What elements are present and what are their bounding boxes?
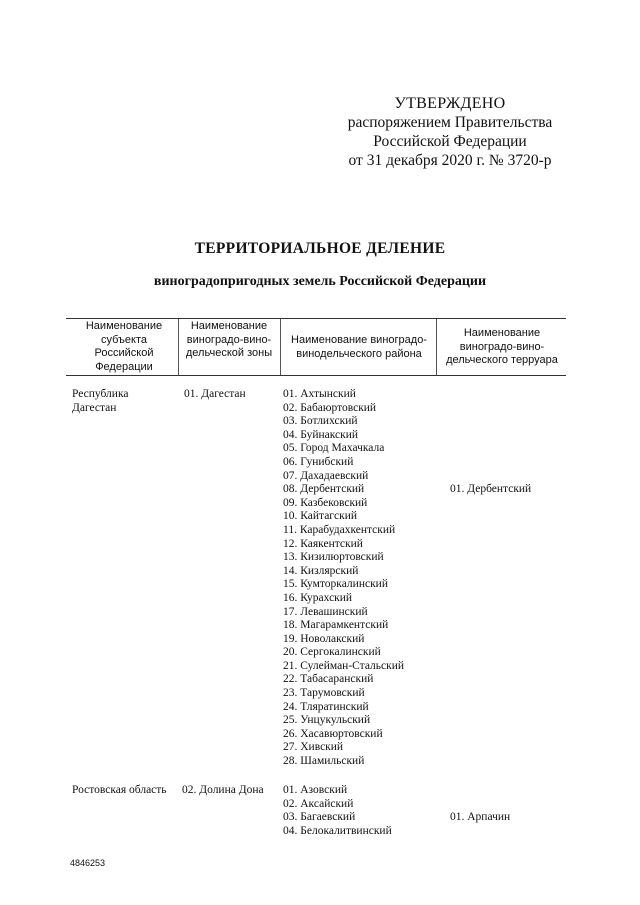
district-item: 08. Дербентский xyxy=(283,483,365,496)
district-item: 25. Унцукульский xyxy=(283,714,371,727)
header-subject: Наименование субъекта Российской Федерации xyxy=(85,320,163,373)
district-item: 10. Кайтагский xyxy=(283,510,358,523)
district-item: 13. Кизилюртовский xyxy=(283,551,384,564)
district-item: 15. Кумторкалинский xyxy=(283,578,388,591)
district-item: 28. Шамильский xyxy=(283,755,365,768)
district-item: 26. Хасавюртовский xyxy=(283,727,383,740)
district-item: 03. Багаевский xyxy=(283,811,356,824)
title-subtitle: виноградопригодных земель Российской Федерации xyxy=(153,274,487,289)
row-subject-dagestan: Республика Дагестан xyxy=(72,388,129,414)
district-item: 09. Казбековский xyxy=(283,496,368,509)
district-item: 14. Кизлярский xyxy=(283,564,359,577)
district-item: 02. Аксайский xyxy=(283,797,354,810)
district-item: 06. Гунибский xyxy=(283,455,354,468)
table-header-rule xyxy=(66,375,566,376)
district-item: 02. Бабаюртовский xyxy=(283,401,377,414)
district-item: 18. Магарамкентский xyxy=(283,619,389,632)
district-item: 19. Новолакский xyxy=(283,632,365,645)
title-main: ТЕРРИТОРИАЛЬНОЕ ДЕЛЕНИЕ xyxy=(194,240,446,257)
row-zone-dagestan: 01. Дагестан xyxy=(184,388,246,400)
document-title xyxy=(0,240,640,290)
row-terroir-dagestan: 01. Дербентский xyxy=(450,483,532,495)
row-zone-rostov: 02. Долина Дона xyxy=(182,784,264,796)
district-item: 27. Хивский xyxy=(283,741,344,754)
header-terroir: Наименование виноградо-вино-дельческого терруара xyxy=(446,327,558,366)
district-item: 24. Тляратинский xyxy=(283,700,369,713)
district-item: 12. Каякентский xyxy=(283,537,363,550)
approval-line-2: Российской Федерации xyxy=(373,133,527,150)
district-item: 07. Дахадаевский xyxy=(283,469,369,482)
column-divider xyxy=(436,319,437,375)
district-item: 01. Азовский xyxy=(283,784,348,796)
approval-line-3: от 31 декабря 2020 г. № 3720-р xyxy=(348,152,552,169)
district-list-dagestan xyxy=(283,388,404,769)
district-item: 04. Белокалитвинский xyxy=(283,824,392,837)
header-district: Наименование виноградо-винодельческого района xyxy=(291,334,427,360)
district-item: 03. Ботлихский xyxy=(283,415,358,428)
district-item: 05. Город Махачкала xyxy=(283,442,385,455)
approval-heading: УТВЕРЖДЕНО xyxy=(394,95,506,112)
document-code: 4846253 xyxy=(70,858,106,868)
district-item: 01. Ахтынский xyxy=(283,388,356,400)
district-list-rostov xyxy=(283,784,392,838)
column-divider xyxy=(178,319,179,375)
district-item: 22. Табасаранский xyxy=(283,673,374,686)
approval-block xyxy=(330,94,570,170)
district-item: 23. Тарумовский xyxy=(283,687,365,700)
row-subject-rostov: Ростовская область xyxy=(72,784,167,796)
header-zone: Наименование виноградо-вино-дельческой зоны xyxy=(185,320,273,359)
district-item: 21. Сулейман-Стальский xyxy=(283,659,405,672)
district-item: 04. Буйнакский xyxy=(283,428,359,441)
district-item: 16. Курахский xyxy=(283,591,353,604)
row-terroir-rostov: 01. Арпачин xyxy=(450,811,511,823)
table-top-rule xyxy=(66,318,566,319)
district-item: 17. Левашинский xyxy=(283,605,368,618)
district-item: 20. Сергокалинский xyxy=(283,646,381,659)
district-item: 11. Карабудахкентский xyxy=(283,523,396,536)
approval-line-1: распоряжением Правительства xyxy=(347,114,553,131)
column-divider xyxy=(280,319,281,375)
